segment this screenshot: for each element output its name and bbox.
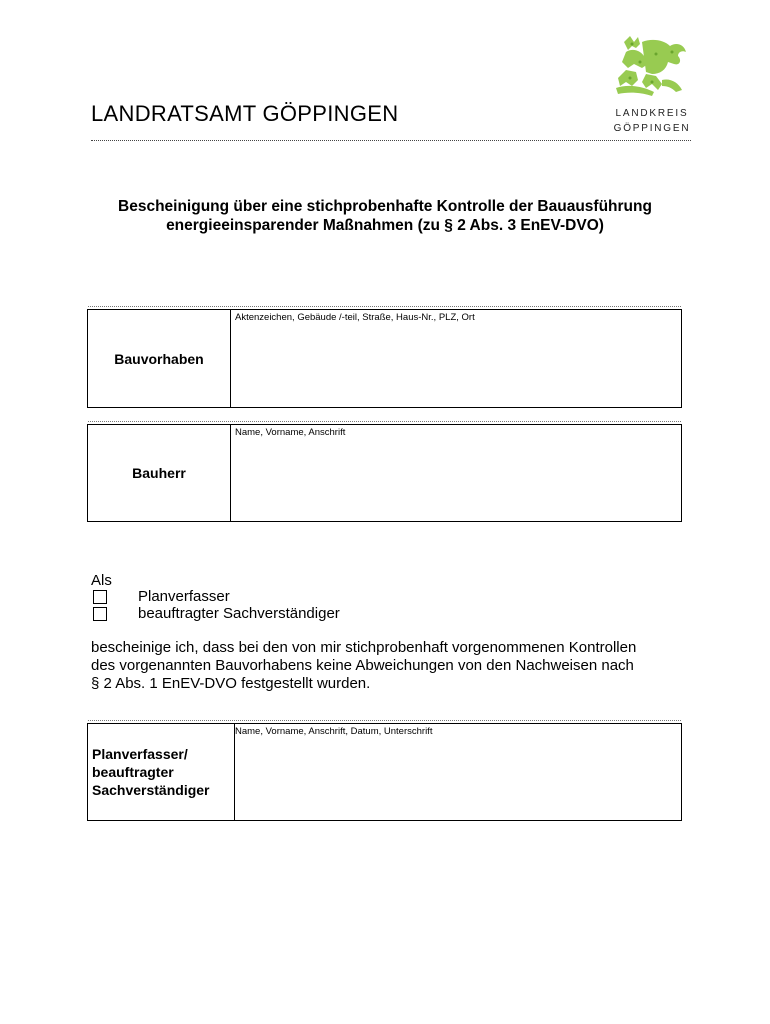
bauvorhaben-label: Bauvorhaben [88, 310, 231, 407]
bauherr-box [87, 424, 682, 522]
signature-label-line-3: Sachverständiger [92, 782, 210, 798]
sachverstaendiger-option-label: beauftragter Sachverständiger [138, 605, 340, 622]
statement-paragraph [91, 639, 636, 693]
planverfasser-checkbox[interactable] [93, 590, 107, 604]
signature-label-line-2: beauftragter [92, 764, 174, 780]
title-line-2: energieeinsparender Maßnahmen (zu § 2 Abs. 3 EnEV-DVO) [166, 217, 604, 234]
als-label: Als [91, 572, 112, 589]
statement-line-1: bescheinige ich, dass bei den von mir stichprobenhaft vorgenommenen Kontrollen [91, 639, 637, 656]
planverfasser-option-label: Planverfasser [138, 588, 230, 605]
document-title [85, 197, 685, 235]
signature-box [87, 723, 682, 821]
bauherr-label: Bauherr [88, 425, 231, 521]
logo-text-goeppingen: GÖPPINGEN [613, 123, 691, 134]
logo-text-landkreis: LANDKREIS [615, 108, 689, 119]
sachverstaendiger-checkbox[interactable] [93, 607, 107, 621]
bauvorhaben-box [87, 309, 682, 408]
statement-line-3: § 2 Abs. 1 EnEV-DVO festgestellt wurden. [91, 675, 371, 692]
bauherr-hint: Name, Vorname, Anschrift [235, 427, 346, 438]
lion-coat-of-arms-logo [612, 34, 690, 98]
statement-line-2: des vorgenannten Bauvorhabens keine Abweichungen von den Nachweisen nach [91, 657, 634, 674]
bauvorhaben-hint: Aktenzeichen, Gebäude /-teil, Straße, Haus-Nr., PLZ, Ort [235, 312, 475, 323]
header-divider [91, 140, 691, 141]
agency-title: LANDRATSAMT GÖPPINGEN [91, 101, 399, 126]
signature-label-line-1: Planverfasser/ [92, 746, 188, 762]
signature-hint: Name, Vorname, Anschrift, Datum, Unterschrift [235, 726, 433, 737]
title-line-1: Bescheinigung über eine stichprobenhafte Kontrolle der Bauausführung [118, 198, 652, 215]
signature-label [88, 724, 235, 820]
